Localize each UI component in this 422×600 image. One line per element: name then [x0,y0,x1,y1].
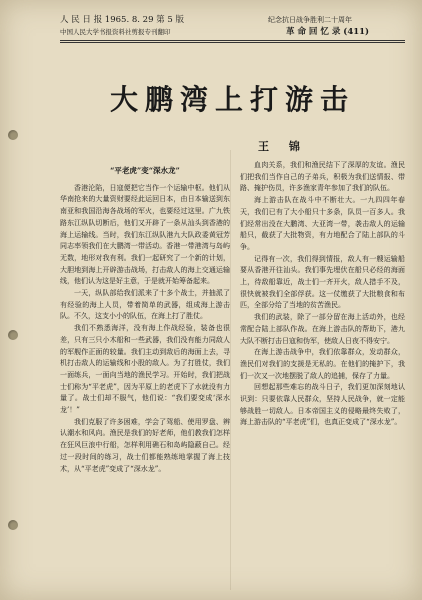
paragraph: 我们不熟悉海洋，没有海上作战经验，装备也很差，只有三只小木船和一些武器，我们没有能力同敌人的军舰作正面的较量。我们主动到敌后的海面上去，寻机打击敌人的运输线和小股的敌人。为了打胜仗，我们一面练兵，一面向当地的渔民学习。开始时，我们把战士们称为“平老虎”，因为平原上的老虎下了水就没有力量了。战士们却不服气，他们说：“我们要变成‘深水龙’！” [60,324,230,415]
series-label: 革 命 回 忆 录 (411) [286,27,370,37]
header-rule [60,42,405,43]
right-column [240,160,405,590]
binding-hole [8,130,18,140]
header-rule [60,40,405,41]
paragraph: 海上游击队在战斗中不断壮大。一九四四年春天，我们已有了大小船只十多条，队员一百多人。我们经常出没在大鹏湾、大亚湾一带，袭击敌人的运输船只，截获了大批物资，有力地配合了陆上部队的斗争。 [240,196,405,251]
column-divider [230,150,231,590]
left-column [60,160,230,590]
article-title: 大鹏湾上打游击 [109,83,355,116]
paragraph: 我们克服了许多困难，学会了驾船、使用罗盘、辨认潮水和风向。渔民是我们的好老师，他们教我们怎样在狂风巨浪中行船，怎样利用礁石和岛屿隐蔽自己。经过一段时间的练习，战士们都能熟练地掌握了海上技术，从“平老虎”变成了“深水龙”。 [60,417,230,473]
paragraph: 血肉关系，我们和渔民结下了深厚的友谊。渔民们把我们当作自己的子弟兵，积极为我们送情报、带路、掩护伤员，许多渔家青年参加了我们的队伍。 [240,161,405,193]
newspaper-source: 人 民 日 报 1965. 8. 29 第 5 版 [60,15,184,25]
paragraph: 一天，纵队部给我们派来了十多个战士，并抽派了有经验的海上人员，带着简单的武器，组成海上游击队。不久，这支小小的队伍，在海上打了胜仗。 [60,289,230,321]
paragraph: 记得有一次，我们得到情报，敌人有一艘运输船要从香港开往汕头。我们事先埋伏在船只必经的海面上，待敌船靠近，战士们一齐开火，敌人措手不及，很快就被我们全部俘获。这一仗缴获了大批粮食和布匹，全部分给了当地的贫苦渔民。 [240,254,405,310]
reprint-note: 中国人民大学书报资料社剪报专刊翻印 [60,28,171,36]
paragraph: 我们的武装，除了一部分留在海上活动外，也经常配合陆上部队作战。在海上游击队的帮助下，港九大队不断打击日寇和伪军，使敌人日夜不得安宁。 [240,313,405,345]
paragraph: 在海上游击战争中，我们依靠群众，发动群众，渔民们对我们的支援是无私的。在他们的掩护下，我们一次又一次地摆脱了敌人的追捕，保存了力量。 [240,348,405,380]
paragraph: 回想起那些难忘的战斗日子，我们更加深刻地认识到：只要依靠人民群众，坚持人民战争，就一定能够战胜一切敌人。日本帝国主义的侵略最终失败了，海上游击队的“平老虎”们，也真正变成了“深水龙”。 [240,383,405,427]
binding-hole [8,330,18,340]
section-subtitle: “平老虎”变“深水龙” [110,166,180,175]
article-author: 王 锦 [258,140,308,153]
paragraph: 香港沦陷，日寇便把它当作一个运输中枢。他们从华南抢来的大量资财要经此运回日本，由日本输送到东南亚和我国沿海各战场的军火，也要经过这里。广九铁路东江纵队切断后，他们又开辟了一条从汕头到香港的海上运输线。当时，我们东江纵队港九大队政委黄冠芳同志率领我们在大鹏湾一带活动。香港一带港湾与岛屿无数，地形对我有利。我们一起研究了一个新的计划，大胆地到海上开辟游击战场，打击敌人的海上交通运输线，他们认为这是好主意，于是就开始筹备起来。 [60,183,230,286]
anniversary-note: 纪念抗日战争胜利二十周年 [268,16,352,24]
binding-hole [8,520,18,530]
